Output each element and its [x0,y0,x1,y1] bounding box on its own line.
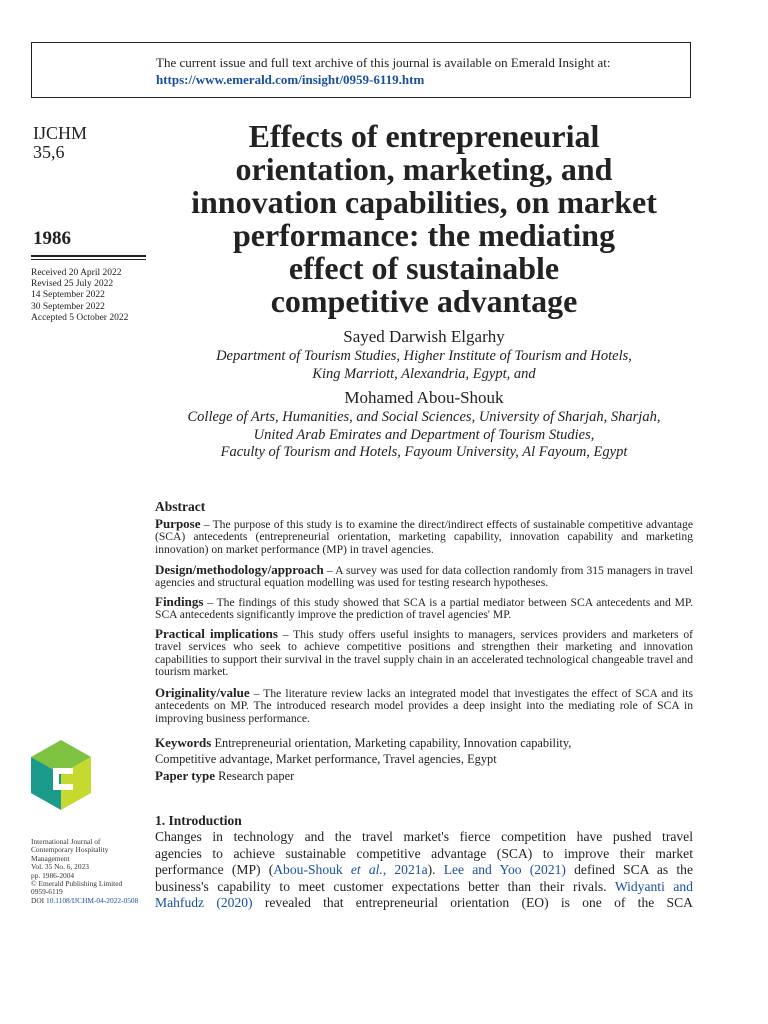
abstract-purpose [155,518,693,556]
citation-link[interactable]: Widyanti and [614,878,693,894]
abstract-label: Design/methodology/approach [155,562,324,577]
abstract-label: Purpose [155,516,201,531]
availability-text: The current issue and full text archive of this journal is available on Emerald Insight at: [156,55,611,70]
author-name: Mohamed Abou-Shouk [344,388,504,407]
intro-line [155,895,693,912]
date-revised: Revised 25 July 2022 [31,279,114,290]
introduction-body [155,829,693,912]
abstract-heading: Abstract [155,499,206,514]
citation-link[interactable] [273,862,427,877]
keywords [155,735,693,767]
title-line: competitive advantage [270,283,578,319]
citation-link[interactable]: Lee and Yoo (2021) [443,862,566,878]
affiliation-line: Faculty of Tourism and Hotels, Fayoum University, Al Fayoum, Egypt [220,444,628,460]
keywords-label: Keywords [155,735,212,750]
info-line: © Emerald Publishing Limited [31,879,123,889]
date-revised-3: 30 September 2022 [31,301,105,312]
journal-url-link[interactable]: https://www.emerald.com/insight/0959-6119.htm [156,72,425,87]
abstract-label: Practical implications [155,626,278,641]
title-line: performance: the mediating [232,217,616,253]
section-heading: 1. Introduction [155,813,242,828]
author-affiliation [150,409,698,462]
intro-line: Changes in technology and the travel market's fierce competition have pushed travel [155,829,693,844]
intro-text: revealed that entrepreneurial orientation (EO) is one of the SCA [252,895,693,911]
info-line: pp. 1986-2004 [31,870,75,880]
title-line: innovation capabilities, on market [191,184,657,220]
abstract-findings [155,596,693,622]
emerald-logo-icon [31,740,91,810]
citation-text: et al. [350,862,383,878]
info-line: Vol. 35 No. 6, 2023 [31,862,89,872]
date-accepted: Accepted 5 October 2022 [31,312,129,323]
paper-type [155,770,693,782]
abstract-text: – A survey was used for data collection randomly from 315 managers in travel agencies and structural equation modelling was used for testing research hypotheses. [155,564,693,590]
doi-link[interactable]: 10.1108/IJCHM-04-2022-0508 [46,895,139,905]
page-number: 1986 [33,228,71,249]
abstract-text: – The literature review lacks an integrated model that investigates the effect of SCA and its antecedents on MP. The introduced research model provides a deep insight into the mediating role of SCA in improving business performance. [155,687,693,725]
doi-label: DOI [31,895,45,905]
author-affiliation [150,348,698,383]
journal-availability-box [31,42,691,98]
affiliation-line: College of Arts, Humanities, and Social Sciences, University of Sharjah, Sharjah, [187,409,661,425]
affiliation-line: King Marriott, Alexandria, Egypt, and [312,365,536,382]
publication-info [31,838,138,905]
intro-text: performance (MP) ( [155,862,274,878]
date-revised-2: 14 September 2022 [31,290,105,301]
paper-type-label: Paper type [155,768,216,783]
submission-dates [31,268,128,324]
journal-citation [33,124,87,162]
info-line: Contemporary Hospitality [31,845,109,855]
intro-line [155,862,693,879]
info-line: Management [31,853,70,863]
intro-text: defined SCA as the [565,862,693,878]
citation-link[interactable]: Mahfudz (2020) [155,895,253,911]
keywords-text-2: Competitive advantage, Market performance, Travel agencies, Egypt [155,751,497,766]
affiliation-line: Department of Tourism Studies, Higher Institute of Tourism and Hotels, [216,348,632,364]
paper-type-value: Research paper [218,769,295,783]
info-line: International Journal of [31,837,101,846]
citation-text: Abou-Shouk [273,862,351,878]
abstract-originality [155,687,693,725]
abstract-label: Originality/value [155,685,250,700]
info-line: 0959-6119 [31,887,63,897]
intro-text: ). [427,862,444,878]
abstract-label: Findings [155,594,204,609]
citation-text: , 2021a [382,862,428,878]
sidebar-divider [31,255,146,257]
affiliation-line: United Arab Emirates and Department of Tourism Studies, [253,426,595,443]
doi-line [31,897,138,905]
volume-issue: 35,6 [33,142,65,162]
date-received: Received 20 April 2022 [31,268,122,278]
title-line: orientation, marketing, and [235,151,613,187]
sidebar-divider-thin [31,259,146,260]
intro-line [155,879,693,896]
intro-line: agencies to achieve sustainable competitive advantage (SCA) to improve their market [155,845,693,861]
title-line: Effects of entrepreneurial [248,118,600,154]
journal-abbrev: IJCHM [33,123,88,143]
abstract-text: – The findings of this study showed that SCA is a partial mediator between SCA antecedents and MP. SCA antecedents significantly improve the prediction of travel agencies' MP. [155,596,693,622]
intro-text: business's capability to meet customer expectations better than their rivals. [155,878,615,894]
title-line: effect of sustainable [288,250,560,286]
article-title [150,120,698,318]
abstract-practical [155,628,693,679]
abstract-design [155,564,693,590]
abstract-text: – This study offers useful insights to managers, services providers and marketers of travel services who seek to achieve competitive positions and strengthen their marketing and innovation capabilities to support their survival in the travel supply chain in an accelerated technological changeable travel and tourism market. [155,628,694,679]
abstract-text: – The purpose of this study is to examine the direct/indirect effects of sustainable competitive advantage (SCA) antecedents (entrepreneurial orientation, marketing capability, innovation capability and marketing innovation) on market performance (MP) in travel agencies. [155,518,693,556]
author-name: Sayed Darwish Elgarhy [343,327,505,346]
keywords-text: Entrepreneurial orientation, Marketing capability, Innovation capability, [214,736,572,750]
